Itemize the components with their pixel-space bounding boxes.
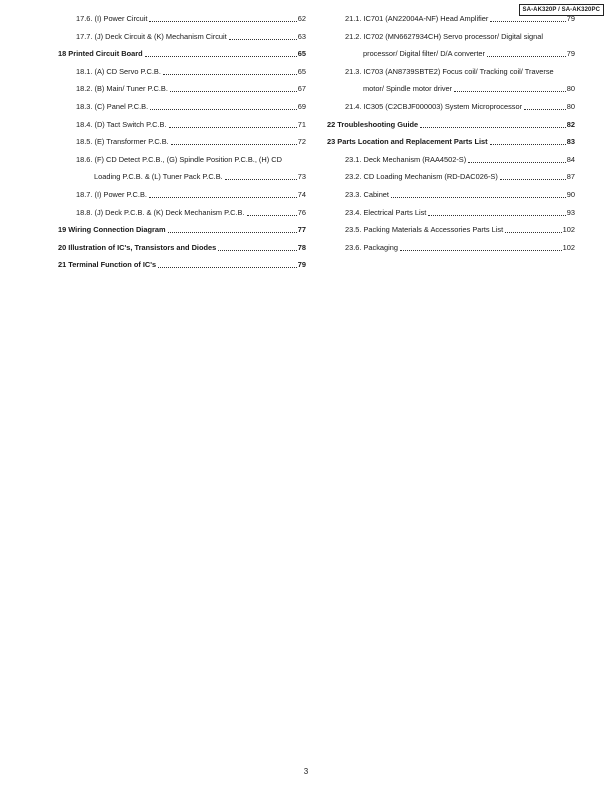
toc-leader-dots [490,143,566,145]
toc-entry[interactable] [327,172,575,182]
toc-entry-title: 18.3. (C) Panel P.C.B. [76,101,149,111]
toc-leader-dots [158,266,297,268]
toc-entry-title: 19 Wiring Connection Diagram [58,225,166,235]
toc-entry-title: 21.4. IC305 (C2CBJF000003) System Microprocessor [345,101,523,111]
toc-leader-dots [420,126,566,128]
toc-entry[interactable] [327,243,575,253]
toc-entry[interactable] [58,137,306,147]
toc-entry-title: 17.6. (I) Power Circuit [76,14,148,23]
toc-leader-dots [168,231,297,233]
toc-entry[interactable] [327,155,575,165]
toc-entry-title: 18.5. (E) Transformer P.C.B. [76,137,169,147]
toc-leader-dots [490,20,565,22]
toc-entry-page: 90 [566,189,575,199]
toc-entry-title: 18.7. (I) Power P.C.B. [76,189,147,199]
toc-leader-dots [145,55,297,57]
toc-section-entry[interactable] [58,49,306,59]
toc-leader-dots [468,161,566,163]
toc-entry[interactable] [58,102,306,112]
toc-leader-dots [229,38,297,40]
model-tag: SA-AK320P / SA-AK320PC [519,4,604,16]
toc-entry-page: 84 [566,154,575,164]
toc-entry-title-line1: 18.6. (F) CD Detect P.C.B., (G) Spindle Position P.C.B., (H) CD [76,154,282,164]
toc-leader-dots [391,196,566,198]
toc-entry-title: 23.6. Packaging [345,242,399,252]
toc-entry-page: 63 [297,31,306,41]
toc-leader-dots [524,108,566,110]
toc-entry-title: 18.2. (B) Main/ Tuner P.C.B. [76,84,168,94]
toc-section-entry[interactable] [58,243,306,253]
toc-entry[interactable] [327,14,575,24]
toc-entry-page: 80 [566,101,575,111]
toc-entry-continuation [345,84,575,94]
toc-entry-title: 23.3. Cabinet [345,189,389,199]
toc-entry[interactable] [58,84,306,94]
toc-entry[interactable] [327,32,575,60]
toc-entry-title: 18.4. (D) Tact Switch P.C.B. [76,119,167,129]
toc-entry[interactable] [327,67,575,95]
toc-entry-page: 83 [566,137,575,147]
toc-entry-title: 22 Troubleshooting Guide [327,119,419,129]
toc-entry-title: 23 Parts Location and Replacement Parts List [327,137,488,147]
toc-entry[interactable] [58,155,306,183]
toc-leader-dots [170,90,297,92]
toc-leader-dots [454,90,566,92]
toc-leader-dots [225,178,297,180]
toc-entry-title: 21.1. IC701 (AN22004A-NF) Head Amplifier [345,14,489,23]
toc-entry-title: 21 Terminal Function of IC's [58,260,157,270]
toc-entry-page: 79 [566,49,575,59]
toc-entry[interactable] [58,190,306,200]
toc-leader-dots [149,20,296,22]
toc-entry[interactable] [58,120,306,130]
toc-entry-page: 76 [297,207,306,217]
toc-section-entry[interactable] [327,137,575,147]
toc-entry-page: 102 [562,242,575,252]
toc-leader-dots [247,214,297,216]
toc-section-entry[interactable] [58,260,306,270]
toc-entry-title: 23.1. Deck Mechanism (RAA4502-S) [345,154,467,164]
toc-leader-dots [428,214,565,216]
toc-leader-dots [150,108,297,110]
toc-entry-page: 62 [297,14,306,23]
toc-entry-title-line2: Loading P.C.B. & (L) Tuner Pack P.C.B. [94,172,223,182]
toc-entry[interactable] [58,208,306,218]
toc-entry-page: 65 [297,66,306,76]
toc-entry-continuation [345,49,575,59]
toc-entry-title: 23.4. Electrical Parts List [345,207,427,217]
toc-entry-title: 20 Illustration of IC's, Transistors and Diodes [58,242,217,252]
toc-entry[interactable] [327,102,575,112]
toc-leader-dots [505,231,562,233]
toc-entry-title-line1: 21.3. IC703 (AN8739SBTE2) Focus coil/ Tracking coil/ Traverse [345,66,554,76]
toc-entry-page: 74 [297,189,306,199]
toc-entry-page: 72 [297,137,306,147]
toc-leader-dots [163,73,297,75]
toc-entry-page: 82 [566,119,575,129]
toc-entry-continuation [76,172,306,182]
toc-entry[interactable] [58,32,306,42]
toc-entry-page: 79 [566,14,575,23]
toc-leader-dots [149,196,297,198]
toc-entry[interactable] [327,225,575,235]
toc-leader-dots [487,55,566,57]
toc-entry[interactable] [327,208,575,218]
toc-entry[interactable] [58,67,306,77]
toc-entry-page: 65 [297,49,306,59]
toc-entry-title: 17.7. (J) Deck Circuit & (K) Mechanism Circuit [76,31,227,41]
page-number: 3 [303,767,309,776]
toc-entry[interactable] [58,14,306,24]
toc-entry[interactable] [327,190,575,200]
toc-entry-page: 93 [566,207,575,217]
toc-entry-page: 73 [297,172,306,182]
toc-entry-title: 18.1. (A) CD Servo P.C.B. [76,66,161,76]
toc-left-column [58,14,306,278]
toc-section-entry[interactable] [58,225,306,235]
toc-entry-page: 69 [297,101,306,111]
toc-entry-title: 23.2. CD Loading Mechanism (RD-DAC026-S) [345,172,498,182]
toc-leader-dots [500,178,566,180]
toc-leader-dots [169,126,297,128]
toc-entry-title-line2: motor/ Spindle motor driver [363,84,453,94]
toc-entry-page: 78 [297,242,306,252]
toc-entry-title-line2: processor/ Digital filter/ D/A converter [363,49,485,59]
toc-leader-dots [218,249,297,251]
toc-entry-title: 18 Printed Circuit Board [58,49,143,59]
toc-entry-page: 71 [297,119,306,129]
toc-entry-page: 79 [297,260,306,270]
toc-entry-page: 102 [562,225,575,235]
toc-entry-title: 18.8. (J) Deck P.C.B. & (K) Deck Mechanism P.C.B. [76,207,245,217]
toc-entry-page: 67 [297,84,306,94]
toc-entry-title: 23.5. Packing Materials & Accessories Parts List [345,225,504,235]
toc-entry-page: 80 [566,84,575,94]
toc-leader-dots [171,143,297,145]
toc-section-entry[interactable] [327,120,575,130]
toc-right-column [327,14,575,260]
toc-leader-dots [400,249,562,251]
toc-entry-title-line1: 21.2. IC702 (MN6627934CH) Servo processor/ Digital signal [345,31,543,41]
toc-entry-page: 77 [297,225,306,235]
toc-entry-page: 87 [566,172,575,182]
